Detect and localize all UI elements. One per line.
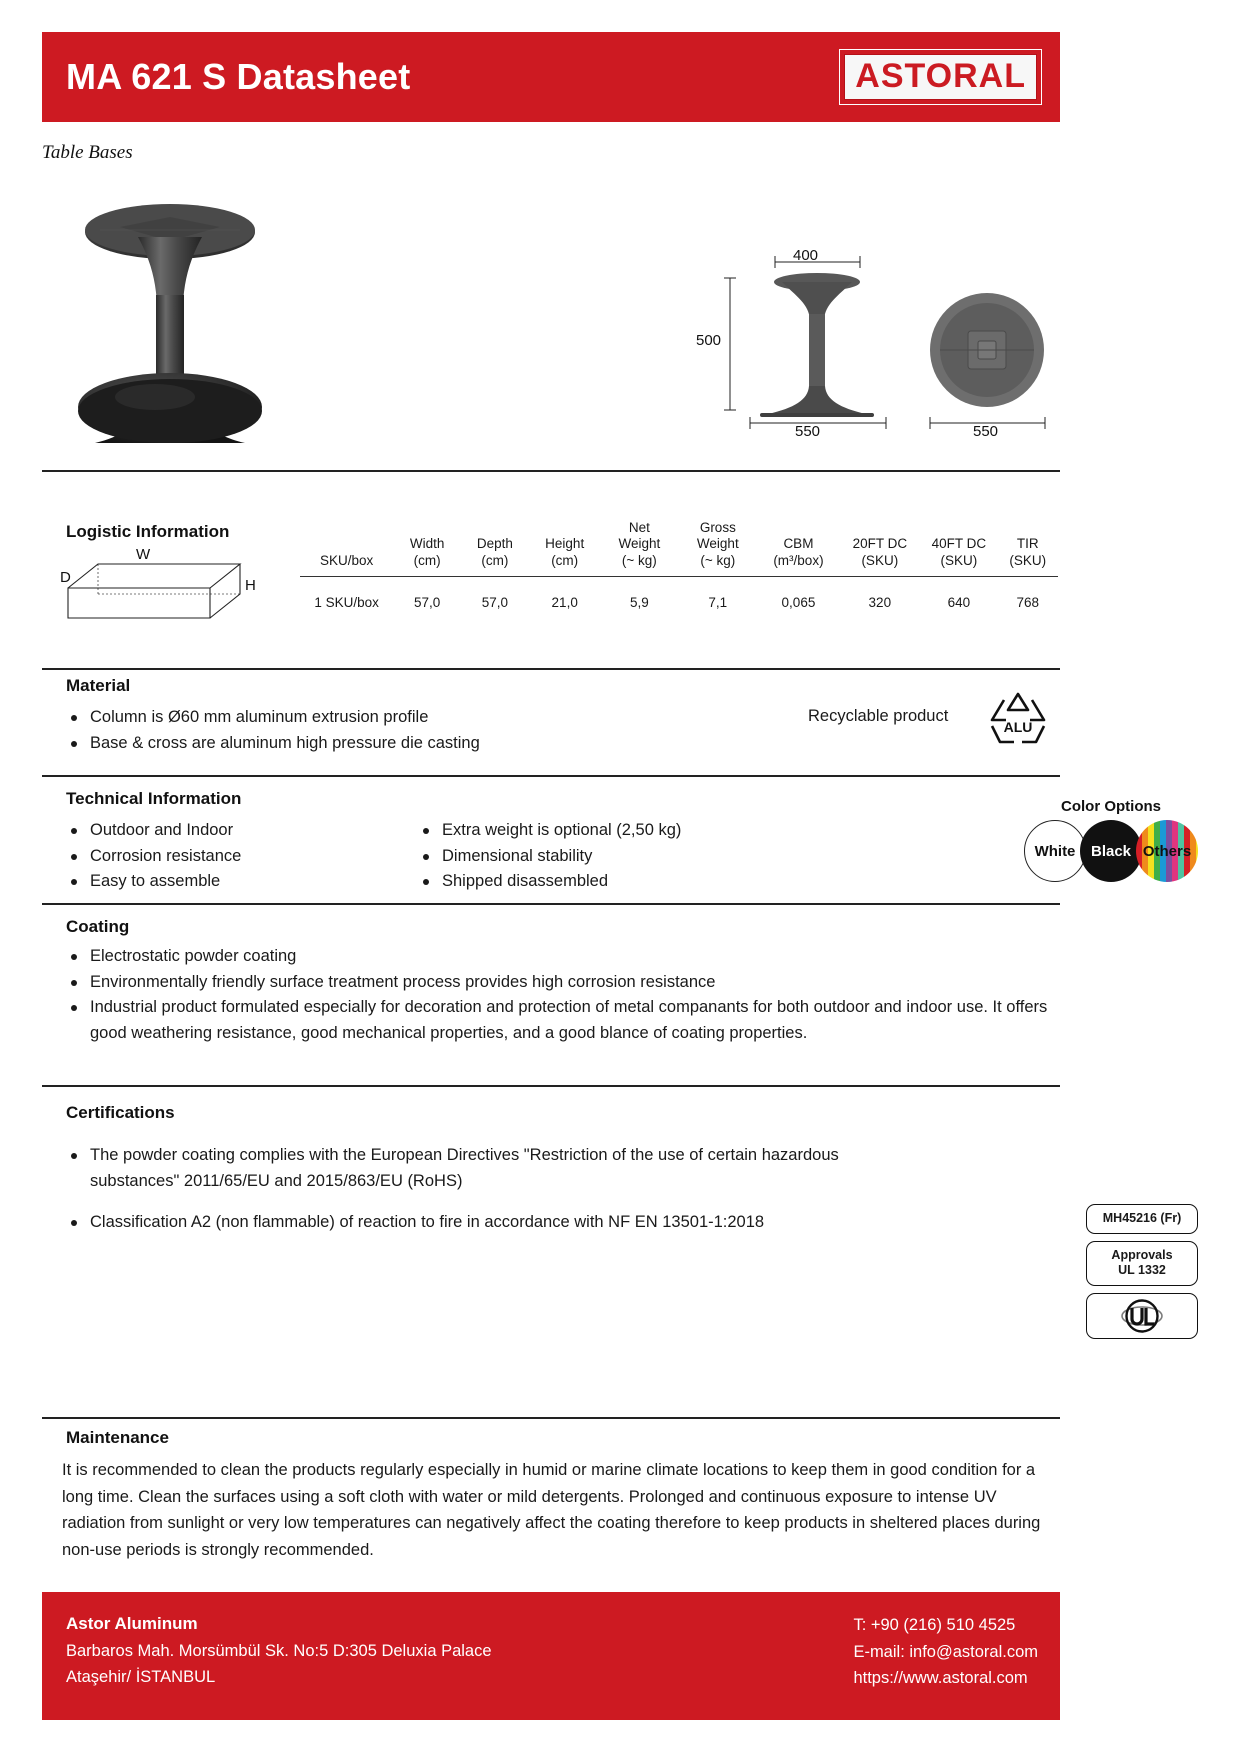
col-sku-box: SKU/box xyxy=(300,520,393,577)
divider-technical-top xyxy=(42,775,1060,777)
cell-gross-weight: 7,1 xyxy=(708,595,728,611)
footer-phone[interactable]: T: +90 (216) 510 4525 xyxy=(853,1616,1016,1634)
list-item: Industrial product formulated especially for decoration and protection of metal companants for both outdoor and indoor use. It offers good weathering resistance, good mechanical properties, and a good blance of coating properties. xyxy=(66,995,1056,1046)
badge-approvals-line1: Approvals xyxy=(1111,1247,1173,1262)
category-subtitle: Table Bases xyxy=(42,142,133,163)
recycle-icon-text: ALU xyxy=(1003,719,1033,735)
list-item: Easy to assemble xyxy=(66,869,426,895)
dimension-drawing xyxy=(690,240,1070,455)
divider-certifications-top xyxy=(42,1085,1060,1087)
col-40ft-dc: 40FT DC (SKU) xyxy=(920,520,997,577)
color-options-title: Color Options xyxy=(1061,798,1161,815)
technical-right-list xyxy=(418,818,818,895)
svg-text:D: D xyxy=(60,569,71,586)
list-item: Outdoor and Indoor xyxy=(66,818,426,844)
divider-coating-top xyxy=(42,903,1060,905)
list-item: Extra weight is optional (2,50 kg) xyxy=(418,818,818,844)
technical-left-list xyxy=(66,818,426,895)
page-title: MA 621 S Datasheet xyxy=(66,56,411,97)
swatch-others[interactable] xyxy=(1136,820,1198,882)
col-depth: Depth (cm) xyxy=(461,520,529,577)
badge-approvals-line2: UL 1332 xyxy=(1118,1263,1166,1278)
swatch-black[interactable] xyxy=(1080,820,1142,882)
cell-depth: 57,0 xyxy=(481,595,509,611)
list-item: Shipped disassembled xyxy=(418,869,818,895)
footer-address-line2: Ataşehir/ İSTANBUL xyxy=(66,1668,216,1687)
list-item: Electrostatic powder coating xyxy=(66,944,1056,970)
swatch-black-label: Black xyxy=(1090,842,1132,860)
cell-width: 57,0 xyxy=(413,595,441,611)
col-net-weight: Net Weight (~ kg) xyxy=(601,520,679,577)
certifications-title: Certifications xyxy=(66,1103,175,1122)
cell-net-weight: 5,9 xyxy=(629,595,649,611)
coating-title: Coating xyxy=(66,917,130,936)
list-item: The powder coating complies with the European Directives "Restriction of the use of certain hazardous substances" 2011/65/EU and 2015/863/EU (RoHS) xyxy=(66,1143,866,1194)
recycle-icon xyxy=(978,688,1058,754)
col-height: Height (cm) xyxy=(529,520,601,577)
dim-base-front: 550 xyxy=(795,423,821,440)
badge-mh-code: MH45216 (Fr) xyxy=(1086,1204,1198,1234)
recyclable-label: Recyclable product xyxy=(808,707,949,725)
divider-logistic-top xyxy=(42,470,1060,472)
col-tir: TIR (SKU) xyxy=(997,520,1058,577)
material-title: Material xyxy=(66,676,131,695)
logistic-title: Logistic Information xyxy=(66,522,230,541)
cell-height: 21,0 xyxy=(551,595,578,611)
list-item: Classification A2 (non flammable) of reaction to fire in accordance with NF EN 13501-1:2018 xyxy=(66,1210,866,1236)
cell-tir: 768 xyxy=(1016,595,1039,611)
swatch-white[interactable] xyxy=(1024,820,1086,882)
svg-text:H: H xyxy=(245,577,256,594)
col-gross-weight: Gross Weight (~ kg) xyxy=(678,520,757,577)
cell-20ft-dc: 320 xyxy=(868,595,892,611)
svg-text:W: W xyxy=(136,548,151,563)
list-item: Environmentally friendly surface treatment process provides high corrosion resistance xyxy=(66,970,1056,996)
logistic-table xyxy=(300,520,1058,614)
footer-website[interactable]: https://www.astoral.com xyxy=(853,1669,1028,1688)
coating-list xyxy=(66,944,1056,1046)
table-row xyxy=(300,577,1058,615)
list-item: Dimensional stability xyxy=(418,844,818,870)
list-item: Base & cross are aluminum high pressure die casting xyxy=(66,731,786,757)
logo-text: ASTORAL xyxy=(855,57,1026,95)
divider-maintenance-top xyxy=(42,1417,1060,1419)
maintenance-text: It is recommended to clean the products regularly especially in humid or marine climate locations to keep them in good condition for a long time. Clean the surfaces using a soft cloth with water or mild detergents. Prolonged and continuous exposure to intense UV radiation from sunlight or very low temperatures can negatively affect the coating therefore to keep products in sheltered places during non-use periods is strongly recommended. xyxy=(62,1461,1041,1560)
col-cbm: CBM (m³/box) xyxy=(758,520,840,577)
certification-badges xyxy=(1086,1204,1198,1339)
table-header-row xyxy=(300,520,1058,577)
dim-base-top: 550 xyxy=(973,423,999,440)
cell-sku-box: 1 SKU/box xyxy=(314,595,379,611)
dim-width-top: 400 xyxy=(793,247,819,264)
certifications-list xyxy=(66,1143,866,1236)
list-item: Corrosion resistance xyxy=(66,844,426,870)
footer-company: Astor Aluminum xyxy=(66,1614,198,1633)
divider-material-top xyxy=(42,668,1060,670)
technical-title: Technical Information xyxy=(66,789,242,808)
page-header xyxy=(42,32,1060,122)
footer-address-line1: Barbaros Mah. Morsümbül Sk. No:5 D:305 Deluxia Palace xyxy=(66,1641,492,1660)
list-item: Column is Ø60 mm aluminum extrusion profile xyxy=(66,705,786,731)
maintenance-title: Maintenance xyxy=(66,1428,169,1447)
material-list xyxy=(66,705,786,756)
swatch-white-label: White xyxy=(1034,842,1076,860)
swatch-others-label: Others xyxy=(1142,842,1192,860)
col-width: Width (cm) xyxy=(393,520,461,577)
color-options xyxy=(1024,798,1198,882)
footer-email[interactable]: E-mail: info@astoral.com xyxy=(853,1642,1038,1661)
ul-certification-icon xyxy=(1086,1293,1198,1339)
dim-height: 500 xyxy=(696,332,722,349)
product-photo xyxy=(60,185,360,450)
cell-cbm: 0,065 xyxy=(781,595,816,611)
cell-40ft-dc: 640 xyxy=(947,595,971,611)
col-20ft-dc: 20FT DC (SKU) xyxy=(839,520,920,577)
badge-approvals xyxy=(1086,1241,1198,1286)
box-dimension-diagram xyxy=(60,548,260,638)
astoral-logo xyxy=(839,49,1042,105)
page-footer xyxy=(42,1592,1060,1720)
